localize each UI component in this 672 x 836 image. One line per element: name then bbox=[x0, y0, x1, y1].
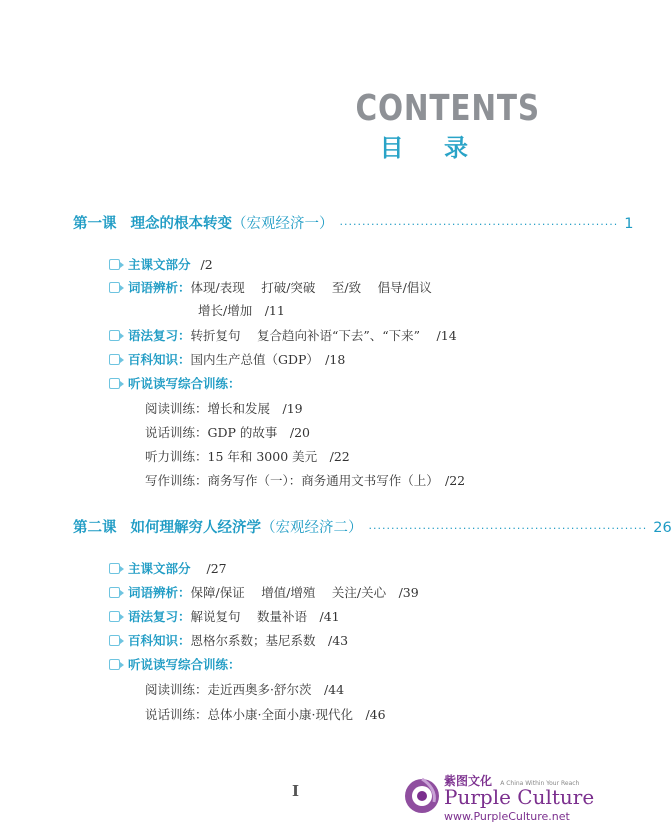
toc-section[interactable] bbox=[109, 255, 213, 273]
toc-subitem[interactable]: 阅读训练：增长和发展 /19 bbox=[145, 401, 303, 416]
section-label: 听说读写综合训练： bbox=[128, 376, 241, 391]
lesson-subtitle: （宏观经济一） bbox=[232, 216, 334, 232]
section-text: 解说复句 数量补语 /41 bbox=[190, 609, 340, 624]
leader-dots: ······························································ bbox=[339, 218, 619, 231]
section-bullet-icon bbox=[109, 563, 120, 574]
section-label: 语法复习： bbox=[128, 328, 191, 343]
section-bullet-icon bbox=[109, 635, 120, 646]
purple-culture-watermark bbox=[400, 770, 596, 826]
toc-section[interactable] bbox=[109, 655, 241, 673]
toc-subitem[interactable]: 写作训练：商务写作（一）：商务通用文书写作（上） /22 bbox=[145, 473, 466, 488]
section-bullet-icon bbox=[109, 330, 120, 341]
section-bullet-icon bbox=[109, 611, 120, 622]
toc-section[interactable] bbox=[109, 583, 419, 601]
toc-section[interactable] bbox=[109, 559, 227, 577]
section-text: 转折复句 复合趋向补语“下去”、“下来” /14 bbox=[190, 328, 457, 343]
toc-section[interactable] bbox=[109, 374, 241, 392]
lesson-title: 如何理解穷人经济学 bbox=[130, 520, 261, 536]
toc-section[interactable] bbox=[109, 631, 348, 649]
toc-subitem[interactable]: 听力训练：15 年和 3000 美元 /22 bbox=[145, 449, 350, 464]
section-label: 百科知识： bbox=[128, 352, 191, 367]
section-bullet-icon bbox=[109, 659, 120, 670]
lesson-number: 第二课 bbox=[73, 520, 117, 536]
lesson-page: 1 bbox=[624, 216, 634, 232]
lesson-1-heading[interactable] bbox=[73, 212, 634, 233]
section-label: 词语辨析： bbox=[128, 280, 191, 295]
section-text: 体现/表现 打破/突破 至/致 倡导/倡议 bbox=[190, 280, 432, 295]
section-continuation: 增长/增加 /11 bbox=[198, 303, 285, 318]
watermark-tagline: A China Within Your Reach bbox=[500, 780, 580, 787]
section-bullet-icon bbox=[109, 282, 120, 293]
toc-section[interactable] bbox=[109, 607, 340, 625]
contents-heading-zh: 目 录 bbox=[379, 134, 484, 162]
section-label: 主课文部分 bbox=[128, 257, 191, 272]
lesson-number: 第一课 bbox=[73, 216, 117, 232]
section-label: 百科知识： bbox=[128, 633, 191, 648]
leader-dots: ······························································ bbox=[368, 522, 648, 535]
toc-subitem[interactable]: 阅读训练：走近西奥多·舒尔茨 /44 bbox=[145, 682, 345, 697]
section-label: 语法复习： bbox=[128, 609, 191, 624]
section-bullet-icon bbox=[109, 587, 120, 598]
lesson-2-heading[interactable] bbox=[73, 516, 672, 537]
section-text: 保障/保证 增值/增殖 关注/关心 /39 bbox=[190, 585, 419, 600]
section-text: 国内生产总值（GDP） /18 bbox=[190, 352, 346, 367]
section-text: 恩格尔系数；基尼系数 /43 bbox=[190, 633, 349, 648]
toc-subitem[interactable]: 说话训练：总体小康·全面小康·现代化 /46 bbox=[145, 707, 386, 722]
page-number: I bbox=[292, 782, 300, 800]
watermark-brand: Purple Culture bbox=[444, 785, 595, 809]
section-text: /2 bbox=[200, 256, 213, 272]
watermark-zh: 紫图文化 bbox=[444, 774, 493, 788]
section-bullet-icon bbox=[109, 259, 120, 270]
section-label: 主课文部分 bbox=[128, 561, 191, 576]
section-bullet-icon bbox=[109, 378, 120, 389]
lesson-title: 理念的根本转变 bbox=[130, 216, 232, 232]
section-label: 听说读写综合训练： bbox=[128, 657, 241, 672]
section-text: /27 bbox=[206, 560, 227, 576]
section-bullet-icon bbox=[109, 354, 120, 365]
watermark-url: www.PurpleCulture.net bbox=[444, 810, 570, 823]
contents-heading-en: CONTENTS bbox=[355, 88, 540, 129]
toc-section[interactable] bbox=[109, 350, 345, 368]
toc-section[interactable] bbox=[109, 326, 457, 344]
section-label: 词语辨析： bbox=[128, 585, 191, 600]
lesson-page: 26 bbox=[653, 520, 672, 536]
toc-section[interactable] bbox=[109, 278, 432, 296]
toc-subitem[interactable]: 说话训练：GDP 的故事 /20 bbox=[145, 425, 311, 440]
lesson-subtitle: （宏观经济二） bbox=[261, 520, 363, 536]
